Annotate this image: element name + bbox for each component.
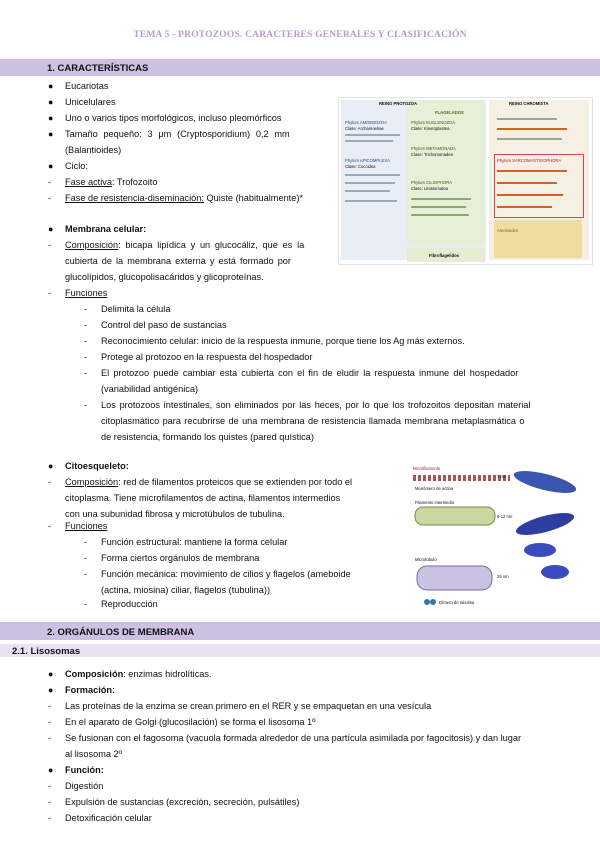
row: Phylum AMOEBOZOA: [345, 120, 387, 125]
row: Phylum METAMONADA: [411, 146, 456, 151]
section-heading: 1. CARACTERÍSTICAS: [47, 63, 149, 74]
row: Phylum CILIOPHORA: [411, 180, 452, 185]
dash: -: [48, 477, 51, 487]
text-line: [65, 669, 212, 680]
label-size1: 7 nm: [497, 474, 507, 479]
fase-activa-label: Fase activa: [65, 177, 112, 187]
dash: -: [48, 240, 51, 250]
text-line: con una subunidad fibrosa y microtúbulos de tubulina.: [65, 509, 285, 519]
row: Clase: Archamoebae: [345, 126, 384, 131]
tubulin-monomer: [430, 599, 436, 605]
text-line: Forma ciertos orgánulos de membrana: [101, 553, 260, 563]
tubulin-monomer: [424, 599, 430, 605]
text-line: En el aparato de Golgi (glucosilación) se forma el lisosoma 1º: [65, 717, 316, 727]
bullet: ●: [48, 129, 54, 139]
row: Clase: Litostomatea: [411, 186, 449, 191]
text-line: Reproducción: [101, 599, 158, 609]
dash: -: [84, 400, 87, 410]
text-placeholder: [497, 138, 562, 140]
chromista-title: REINO CHROMISTA: [509, 101, 549, 106]
intermediate-filament-3d: [514, 509, 576, 540]
flagelados-title: FLAGELADOS: [435, 110, 464, 115]
text-line: [65, 193, 303, 204]
cytoskeleton-figure: [405, 462, 595, 608]
comp-value: : bicapa lipídica y un glucocáliz, que es la: [118, 240, 305, 250]
label-size2: 8-12 nm: [497, 514, 513, 519]
dash: -: [48, 521, 51, 531]
dash: -: [84, 569, 87, 579]
fase-activa-value: : Trofozoito: [111, 177, 158, 187]
bullet: ●: [48, 113, 54, 123]
protozoa-title: REINO PROTOZOA: [379, 101, 418, 106]
bullet: ●: [48, 669, 54, 679]
text-placeholder: [497, 194, 563, 196]
dash: -: [84, 537, 87, 547]
cito-comp-label: Composición: [65, 477, 119, 487]
text-placeholder: [497, 206, 552, 208]
bullet: ●: [48, 161, 54, 171]
text-placeholder: [345, 174, 400, 176]
dash: -: [48, 733, 51, 743]
text-line: (variabilidad antigénica): [101, 384, 199, 394]
text-line: Ciclo:: [65, 161, 88, 171]
text-line: Función mecánica: movimiento de cilios y flagelos (ameboide: [101, 569, 351, 579]
fase-res-value: Quiste (habitualmente)*: [203, 193, 303, 203]
dash: -: [84, 599, 87, 609]
label-tubulo: Microtúbulo: [415, 557, 437, 562]
dash: -: [48, 193, 51, 203]
text-line: glucolípidos, glucopolisacáridos y glicoproteínas.: [65, 272, 264, 282]
text-line: al lisosoma 2º: [65, 749, 122, 759]
dash: -: [84, 368, 87, 378]
text-placeholder: [411, 198, 471, 200]
text-line: Expulsión de sustancias (excreción, secreción, pulsátiles): [65, 797, 300, 807]
text-line: (actina, miosina) ciliar, flagelos (tubulina)): [101, 585, 271, 595]
label-inter: Filamento intermedio: [415, 500, 455, 505]
text-line: Control del paso de sustancias: [101, 320, 227, 330]
text-line: Tamaño pequeño: 3 μm (Cryptosporidium) 0,2 mm: [65, 129, 290, 139]
label-mono: Monómero de actina: [415, 486, 454, 491]
comp-label: Composición: [65, 669, 124, 679]
text-line: [65, 177, 157, 188]
row: Phylum APICOMPLEXA: [345, 158, 390, 163]
text-placeholder: [345, 134, 400, 136]
bullet: ●: [48, 224, 54, 234]
text-line: de resistencia, formando los quistes (pared quística): [101, 432, 314, 442]
text-placeholder: [497, 118, 557, 120]
chromista-box: [494, 154, 584, 218]
subsection-heading: 2.1. Lisosomas: [12, 646, 81, 657]
bullet: ●: [48, 765, 54, 775]
text-line: (Balantioides): [65, 145, 122, 155]
subsection-band: [0, 644, 600, 657]
text-placeholder: [497, 182, 557, 184]
tubulin-blob: [541, 565, 569, 579]
text-line: Funciones: [65, 521, 108, 531]
classification-figure: [338, 97, 593, 265]
chromista-yellow-box: [494, 220, 582, 258]
dash: -: [48, 813, 51, 823]
text-line: Función estructural: mantiene la forma celular: [101, 537, 288, 547]
microfilament-3d: [512, 466, 578, 497]
text-line: Citoesqueleto:: [65, 461, 129, 471]
row: Clase: Trichomonadea: [411, 152, 453, 157]
text-line: cubierta de la membrana externa y está formado por: [65, 256, 291, 266]
intermediate-filament-shape: [415, 507, 495, 525]
row: Phylum EUGLENOZOA: [411, 120, 456, 125]
text-line: Funciones: [65, 288, 108, 298]
text-line: Membrana celular:: [65, 224, 147, 234]
text-line: Eucariotas: [65, 81, 109, 91]
dash: -: [84, 553, 87, 563]
text-line: Formación:: [65, 685, 116, 695]
document-title: TEMA 5 - PROTOZOOS. CARACTERES GENERALES Y CLASIFICACIÓN: [133, 30, 467, 40]
text-line: citoplasma. Tiene microfilamentos de actina, filamentos intermedios: [65, 493, 341, 503]
comp-label: Composición: [65, 240, 119, 250]
bullet: ●: [48, 461, 54, 471]
tubulin-blob: [524, 543, 556, 557]
text-line: Uno o varios tipos morfológicos, incluso pleomórficos: [65, 113, 282, 123]
text-placeholder: [345, 200, 397, 202]
dash: -: [84, 304, 87, 314]
text-placeholder: [497, 170, 567, 172]
fase-res-label: Fase de resistencia-diseminación:: [65, 193, 204, 203]
text-line: Función:: [65, 765, 104, 775]
label-size3: 25 nm: [497, 574, 509, 579]
text-placeholder: [497, 128, 567, 130]
text-line: Detoxificación celular: [65, 813, 152, 823]
row: Clase: Coccidea: [345, 164, 376, 169]
dash: -: [48, 781, 51, 791]
text-line: Unicelulares: [65, 97, 116, 107]
row: Phylum SARCOMASTIGOPHORA: [497, 158, 562, 163]
text-placeholder: [411, 214, 469, 216]
text-line: citoplasmático para recubrirse de una membrana de resistencia llamada membrana metaplasmática o: [101, 416, 525, 426]
label-micro: Microfilamento: [413, 466, 441, 471]
cytoskeleton-illustration: [405, 462, 595, 608]
row: Ameboides: [497, 228, 518, 233]
text-line: Reconocimiento celular: inicio de la respuesta inmune, porque tiene los Ag más externos.: [101, 336, 465, 346]
text-line: [65, 477, 352, 488]
dash: -: [48, 717, 51, 727]
microtubule-shape: [417, 566, 492, 590]
cito-comp-value: : red de filamentos proteicos que se extienden por todo el: [118, 477, 353, 487]
bullet: ●: [48, 97, 54, 107]
text-line: Los protozoos intestinales, son eliminados por las heces, por lo que los trofozoitos depositan material: [101, 400, 531, 410]
dash: -: [48, 177, 51, 187]
text-placeholder: [345, 190, 390, 192]
bottom-label: Fibroflagelidos: [429, 253, 460, 258]
text-line: [65, 240, 304, 251]
text-line: Protege al protozoo en la respuesta del hospedador: [101, 352, 313, 362]
text-line: El protozoo puede cambiar esta cubierta con el fin de eludir la respuesta inmune del hospedador: [101, 368, 519, 378]
text-line: Delimita la célula: [101, 304, 171, 314]
dash: -: [48, 288, 51, 298]
text-placeholder: [345, 140, 393, 142]
dash: -: [84, 352, 87, 362]
row: Clase: Kinetoplastea: [411, 126, 450, 131]
dash: -: [48, 701, 51, 711]
text-line: Digestión: [65, 781, 104, 791]
label-dimero: Dímero de tubulina: [439, 600, 475, 605]
section-heading: 2. ORGÁNULOS DE MEMBRANA: [47, 627, 195, 638]
dash: -: [84, 336, 87, 346]
text-line: Se fusionan con el fagosoma (vacuola formada alrededor de una partícula asimilada por fagocitosis) y dan lugar: [65, 733, 522, 743]
dash: -: [84, 320, 87, 330]
bullet: ●: [48, 81, 54, 91]
bullet: ●: [48, 685, 54, 695]
dash: -: [48, 797, 51, 807]
text-placeholder: [411, 206, 466, 208]
text-placeholder: [345, 182, 395, 184]
text-line: Las proteínas de la enzima se crean primero en el RER y se empaquetan en una vesícula: [65, 701, 432, 711]
comp-value: : enzimas hidrolíticas.: [123, 669, 212, 679]
